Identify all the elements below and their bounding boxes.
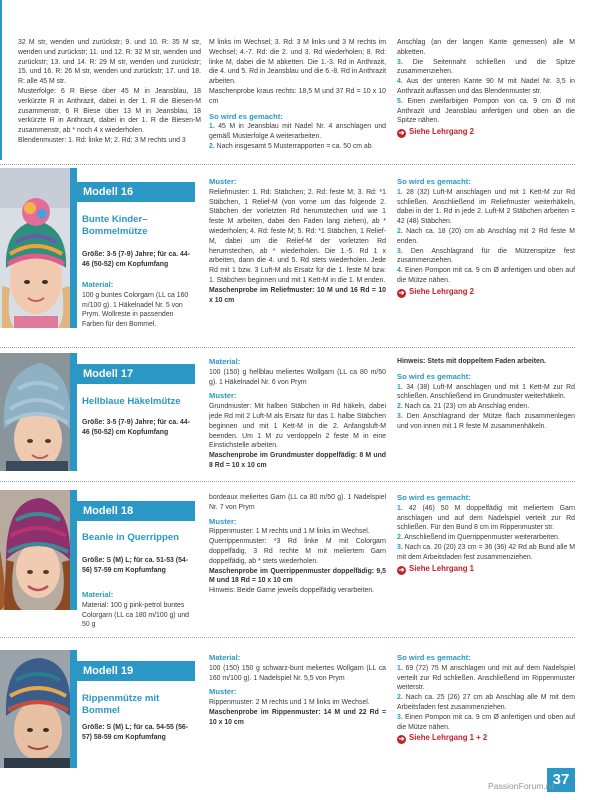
top-col3-step-4: 4. Aus der unteren Kante 90 M mit Nadel Nr. 3,5 in Anthrazit auffassen und das Blendenmuster str. [397, 78, 575, 95]
model-size-18: Größe: S (M) L; für ca. 51-53 (54-56) 57-59 cm Kopfumfang [82, 557, 189, 574]
top-col1-p1: 32 M str, wenden und zurückstr; 9. und 10. R: 35 M str, wenden und zurückstr; 11. und 12. R: 32 M str, wenden und zurückstr; 13. und 14. R: 29 M str, wenden und zurückstr; 15. und 16. R: 26 M str, wenden und zurückstr; 17. und 18. R: alle 45 M str. [18, 39, 201, 86]
photo-modell-16 [0, 168, 73, 328]
model-size-19: Größe: S (M) L; für ca. 54-55 (56-57) 58-59 cm Kopfumfang [82, 724, 189, 741]
model-tag-16: Modell 16 [77, 182, 195, 202]
step-1: 1. 42 (46) 50 M doppelfädig mit meliertem Garn anschlagen und auf dem Nadelspiel verteilt zur Rd schließen. Für den Bund 8 cm im Rippenmuster str. [397, 504, 575, 532]
material-label: Material: [82, 590, 114, 599]
step-1: 1. 34 (38) Luft-M anschlagen und mit 1 Kett-M zur Rd schließen. Anschließend im Grundmuster weiterhäkeln. [397, 383, 575, 401]
see-lehrgang-18[interactable]: ➔ Siehe Lehrgang 1 [398, 563, 474, 574]
accent-band [70, 353, 77, 471]
divider [0, 481, 575, 482]
page-number: 37 [547, 768, 575, 792]
top-col1-p3: Blendenmuster: 1. Rd: linke M; 2. Rd: 3 M rechts und 3 [18, 136, 186, 144]
model-18-col3 [397, 493, 575, 575]
model-16-col3 [397, 177, 575, 298]
muster-label: Muster: [209, 516, 237, 526]
hint-text: Hinweis: Beide Garne jeweils doppelfädig verarbeiten. [209, 587, 375, 595]
model-17-col3 [397, 357, 575, 432]
photo-modell-18 [0, 490, 73, 610]
model-19-col2 [209, 653, 386, 728]
see-lehrgang-top[interactable]: ➔ Siehe Lehrgang 2 [398, 127, 474, 138]
divider [0, 347, 575, 348]
material-text: Material: 100 g pink-petrol buntes Colorgarn (LL ca 180 m/100 g) und 50 g [82, 601, 189, 629]
rippenmuster-text: Rippenmuster: 1 M rechts und 1 M links im Wechsel. [209, 528, 370, 536]
model-18-col2 [209, 493, 386, 596]
top-col2-label: So wird es gemacht: [209, 111, 283, 121]
model-title-16: Bunte Kinder–Bommelmütze [82, 214, 148, 237]
top-col2-p2: Maschenprobe kraus rechts: 18,5 M und 37 Rd = 10 x 10 cm [209, 87, 386, 105]
see-lehrgang-19[interactable]: ➔ Siehe Lehrgang 1 + 2 [398, 733, 488, 744]
model-tag-17: Modell 17 [77, 364, 195, 384]
how-label: So wird es gemacht: [397, 653, 471, 662]
arrow-right-icon: ➔ [398, 130, 405, 138]
material-label: Material: [82, 280, 114, 289]
step-2: 2. Nach ca. 18 (20) cm ab Anschlag mit 2 Rd feste M enden. [397, 227, 575, 245]
top-col3-step-5: 5. Einen zweifarbigen Pompon von ca. 9 cm Ø mit Anthrazit und Jeansblau anfertigen und oben an die Spitze nähen. [397, 97, 575, 125]
arrow-right-icon: ➔ [398, 289, 405, 297]
model-title-18: Beanie in Querrippen [82, 532, 180, 543]
top-col1 [18, 38, 201, 146]
material-label: Material: [209, 653, 241, 662]
top-col3 [397, 38, 575, 138]
material-text: 100 (150) g hellblau meliertes Wollgarn (LL ca 80 m/50 g). 1 Häkelnadel Nr. 6 von Prym [209, 368, 386, 386]
top-col3-step-3: 3. Die Seitennaht schließen und die Spitze zusammenziehen. [397, 58, 575, 76]
accent-band [70, 650, 77, 768]
see-lehrgang-16[interactable]: ➔ Siehe Lehrgang 2 [398, 286, 474, 297]
maschenprobe-text: Maschenprobe im Querrippenmuster doppelfädig: 9,5 M und 18 Rd = 10 x 10 cm [209, 567, 386, 585]
arrow-right-icon: ➔ [398, 736, 405, 744]
step-2: 2. Anschließend im Querrippenmuster weiterarbeiten. [397, 534, 560, 542]
grundmuster-text: Grundmuster: Mit halben Stäbchen in Rd häkeln, dabei jede Rd mit 2 Luft-M als Ersatz für das 1. halbe Stäbchen beginnen und mit 1 Kett-M in die 2. Anfangsluft-M beenden. Um 1 M zu verdoppeln 2 feste M in eine Einstichstelle arbeiten. [209, 403, 386, 450]
top-col1-p2: Musterfolge: 6 R Biese über 45 M in Jeansblau, 18 verkürzte R in Anthrazit, dabei in der 1. R die Biesen-M zusammenstr, 6 R Biese über 13 M in Jeansblau, 18 verkürzte R in Anthrazit, dabei in der 1. R die Biesen-M zusammenstr, ab * noch 4 x wiederholen. [18, 87, 201, 135]
model-size-16: Größe: 3-5 (7-9) Jahre; für ca. 44-46 (50-52) cm Kopfumfang [82, 251, 190, 268]
how-label: So wird es gemacht: [397, 177, 471, 186]
step-4: 4. Einen Pompon mit ca. 9 cm Ø anfertigen und oben auf die Mütze nähen. [397, 267, 575, 284]
top-col2-step-2: 2. Nach insgesamt 5 Musterrapporten = ca. 50 cm ab [209, 142, 372, 150]
divider [0, 637, 575, 638]
watermark: PassionForum.ru [488, 781, 554, 791]
model-material-16 [82, 280, 197, 330]
model-19-col3 [397, 653, 575, 744]
material-label: Material: [209, 357, 241, 366]
maschenprobe-text: Maschenprobe im Reliefmuster: 10 M und 16 Rd = 10 x 10 cm [209, 286, 386, 304]
step-3: 3. Den Anschlagrand der Mütze flach zusammenlegen und von innen mit 1 R feste M zusammenhäkeln. [397, 412, 575, 430]
model-title-17: Hellblaue Häkelmütze [82, 396, 181, 407]
step-2: 2. Nach ca. 25 (26) 27 cm ab Anschlag alle M mit dem Arbeitsfaden fest zusammenziehen. [397, 694, 575, 711]
model-title-19: Rippenmütze mit Bommel [82, 693, 160, 716]
model-16-col2 [209, 177, 386, 305]
photo-modell-17 [0, 353, 73, 471]
accent-band [70, 168, 77, 328]
model-size-17: Größe: 3-5 (7-9) Jahre; für ca. 44-46 (50-52) cm Kopfumfang [82, 419, 190, 436]
model-tag-18: Modell 18 [77, 501, 195, 521]
material-cont: bordeaux meliertes Garn (LL ca 80 m/50 g). 1 Nadelspiel Nr. 7 von Prym [209, 494, 386, 511]
material-text: 100 (150) 150 g schwarz-bunt meliertes Wollgarn (LL ca 160 m/100 g). 1 Nadelspiel Nr. 5,5 von Prym [209, 664, 386, 682]
model-17-col2 [209, 357, 386, 471]
top-col2 [209, 38, 386, 152]
top-col3-p1: Anschlag (an der langen Kante gemessen) alle M abketten. [397, 39, 575, 56]
how-label: So wird es gemacht: [397, 493, 471, 502]
maschenprobe-text: Maschenprobe im Rippenmuster: 14 M und 22 Rd = 10 x 10 cm [209, 708, 386, 726]
querrippen-text: Querrippenmuster: *3 Rd linke M mit Colorgarn doppelfädig, 3 Rd rechte M mit meliertem Garn doppelfädig, ab * stets wiederholen. [209, 538, 386, 565]
model-tag-19: Modell 19 [77, 661, 195, 681]
step-2: 2. Nach ca. 21 (23) cm ab Anschlag enden. [397, 403, 530, 411]
muster-label: Muster: [209, 177, 237, 186]
step-3: 3. Einen Pompon mit ca. 9 cm Ø anfertigen und oben auf die Mütze nähen. [397, 713, 575, 731]
step-1: 1. 28 (32) Luft-M anschlagen und mit 1 Kett-M zur Rd schließen. Anschließend im Reliefmuster weiterhäkeln, dabei in der 1. Rd in jede 2. Luft-M 2 Stäbchen arbeiten = 42 (48) Stäbchen. [397, 188, 575, 226]
left-accent-line [0, 0, 2, 160]
step-3: 3. Nach ca. 20 (20) 23 cm = 36 (36) 42 Rd ab Bund alle M mit dem Arbeitsfaden fest zusammenziehen. [397, 543, 575, 561]
how-label: So wird es gemacht: [397, 371, 471, 381]
top-col2-step-1: 1. 45 M in Jeansblau mit Nadel Nr. 4 anschlagen und gemäß Musterfolge A weiterarbeiten. [209, 123, 386, 141]
rippenmuster-text: Rippenmuster: 2 M rechts und 1 M links im Wechsel. [209, 699, 370, 707]
divider [0, 164, 575, 165]
maschenprobe-text: Maschenprobe im Grundmuster doppelfädig: 8 M und 8 Rd = 10 x 10 cm [209, 452, 386, 469]
hint-text: Hinweis: Stets mit doppeltem Faden arbeiten. [397, 358, 546, 365]
model-material-18 [82, 590, 197, 630]
material-text: 100 g buntes Colorgarn (LL ca 160 m/100 g). 1 Häkelnadel Nr. 5 von Prym. Wollreste in passenden Farben für den Bommel. [82, 291, 189, 329]
accent-band [70, 490, 77, 610]
muster-label: Muster: [209, 687, 237, 697]
reliefmuster-text: Reliefmuster: 1. Rd: Stäbchen; 2. Rd: feste M; 3. Rd: *1 Stäbchen, 1 Relief-M (von vorne um das folgende 2. Stäbchen der vorletzten Rd herumstechen und wie 1 feste M arbeiten, dabei den Faden lang ziehen), ab * wiederholen; 4. Rd: feste M; 5. Rd: *1 Stäbchen, 1 Relief-M, dabei um die Relief-M der vorletzten Rd herumstechen, ab * wiederholen. Die 1.-5. Rd 1 x arbeiten, dann die 4. und 5. Rd stets wiederholen. Jede Rd mit 1 bzw. 3 Luft-M als Ersatz für die 1. feste M bzw. 1. Stäbchen beginnen und mit 1 Kett-M in die 1. M enden. [209, 188, 386, 284]
step-1: 1. 69 (72) 75 M anschlagen und mit auf dem Nadelspiel verteilt zur Rd schließen. Anschließend im Rippenmuster weiterstr. [397, 664, 575, 692]
arrow-right-icon: ➔ [398, 566, 405, 574]
step-3: 3. Den Anschlagrand für die Mützenspitze fest zusammenziehen. [397, 247, 575, 265]
muster-label: Muster: [209, 391, 237, 401]
photo-modell-19 [0, 650, 73, 768]
top-col2-p1: M links im Wechsel; 3. Rd: 3 M links und 3 M rechts im Wechsel; 4.-7. Rd: die 2. und 3. Rd wiederholen; 8. Rd: linke M, dabei die M abketten. Die 1.-3. Rd in Anthrazit, die 4. und 5. Rd in Jeansblau und die 6.-8. Rd in Anthrazit arbeiten. [209, 39, 386, 86]
